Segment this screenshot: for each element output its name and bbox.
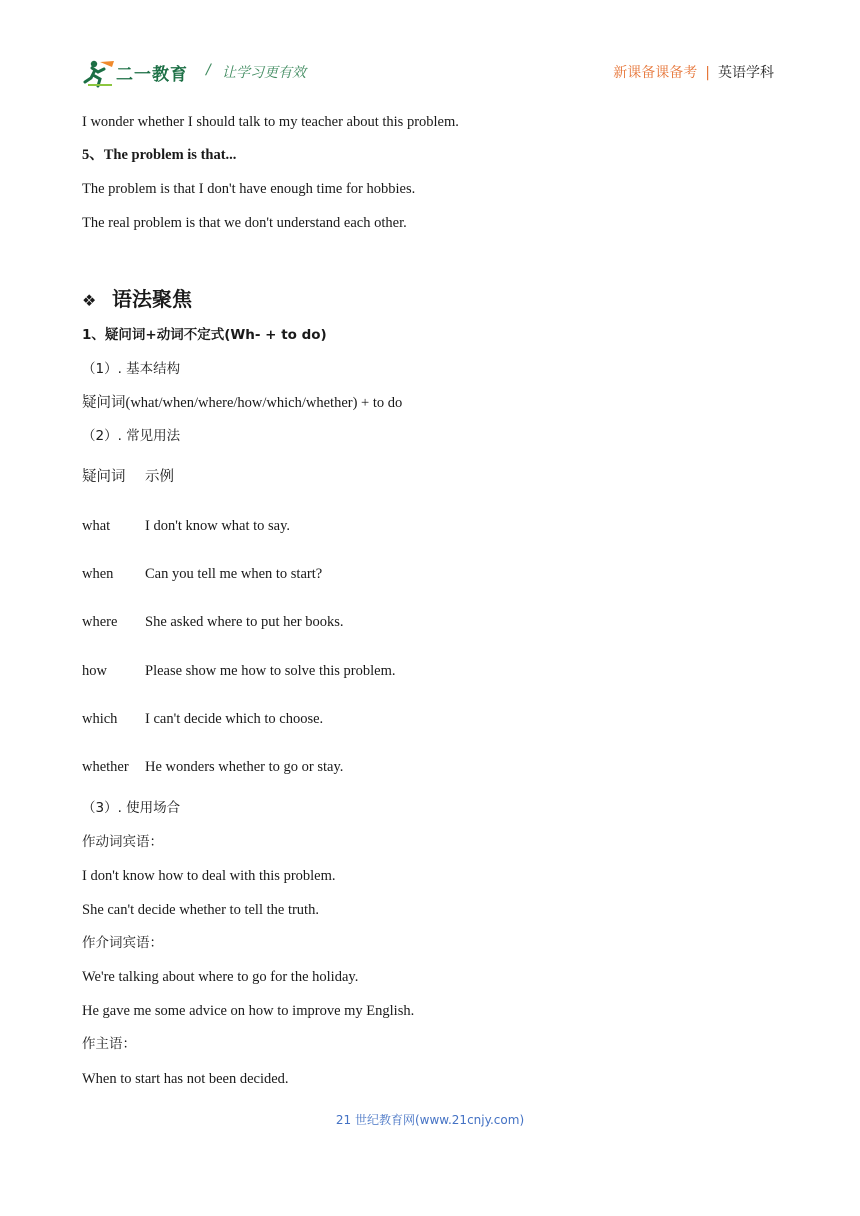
- table-cell: Can you tell me when to start?: [145, 566, 323, 582]
- grammar-heading: 1、疑问词+动词不定式(Wh- + to do): [82, 327, 327, 343]
- header-separator: |: [705, 65, 710, 81]
- table-cell: I can't decide which to choose.: [145, 711, 324, 727]
- example-sentence: She can't decide whether to tell the truth.: [82, 902, 319, 918]
- table-cell: He wonders whether to go or stay.: [145, 759, 344, 775]
- pattern-heading: 5、The problem is that...: [82, 147, 237, 163]
- subheading: （3）. 使用场合: [82, 800, 181, 816]
- example-sentence: We're talking about where to go for the holiday.: [82, 969, 359, 985]
- header-subject: 英语学科: [718, 65, 774, 81]
- example-sentence: When to start has not been decided.: [82, 1071, 289, 1087]
- page-footer: 21 世纪教育网(www.21cnjy.com): [335, 1113, 525, 1127]
- table-cell: She asked where to put her books.: [145, 614, 344, 630]
- table-cell: where: [82, 614, 118, 630]
- example-sentence: The problem is that I don't have enough time for hobbies.: [82, 181, 416, 197]
- logo-text: 二一教育: [116, 65, 188, 85]
- diamond-bullet-icon: ❖: [82, 291, 97, 310]
- table-header-cell: 示例: [145, 469, 174, 485]
- header-brand: 新课备课备考: [613, 65, 698, 81]
- table-cell: I don't know what to say.: [145, 518, 291, 534]
- header-slash: /: [206, 62, 211, 78]
- example-sentence: The real problem is that we don't understand each other.: [82, 215, 407, 231]
- example-sentence: He gave me some advice on how to improve my English.: [82, 1003, 415, 1019]
- table-cell: whether: [82, 759, 129, 775]
- header-right: [613, 62, 774, 82]
- table-header-cell: 疑问词: [82, 469, 126, 485]
- table-cell: when: [82, 566, 114, 582]
- usage-label: 作介词宾语：: [82, 935, 163, 951]
- subheading: （1）. 基本结构: [82, 361, 181, 377]
- section-title: [82, 283, 192, 312]
- usage-label: 作主语：: [82, 1036, 136, 1052]
- table-cell: what: [82, 518, 111, 534]
- subheading: （2）. 常见用法: [82, 428, 181, 444]
- table-cell: Please show me how to solve this problem.: [145, 663, 396, 679]
- section-title-text: 语法聚焦: [112, 287, 192, 311]
- header-slogan: 让学习更有效: [222, 65, 306, 81]
- table-cell: how: [82, 663, 107, 679]
- example-sentence: I wonder whether I should talk to my teacher about this problem.: [82, 114, 459, 130]
- structure-line: 疑问词(what/when/where/how/which/whether) + to do: [82, 395, 403, 411]
- page-header: [82, 54, 774, 90]
- example-sentence: I don't know how to deal with this problem.: [82, 868, 336, 884]
- table-cell: which: [82, 711, 118, 727]
- usage-label: 作动词宾语：: [82, 834, 163, 850]
